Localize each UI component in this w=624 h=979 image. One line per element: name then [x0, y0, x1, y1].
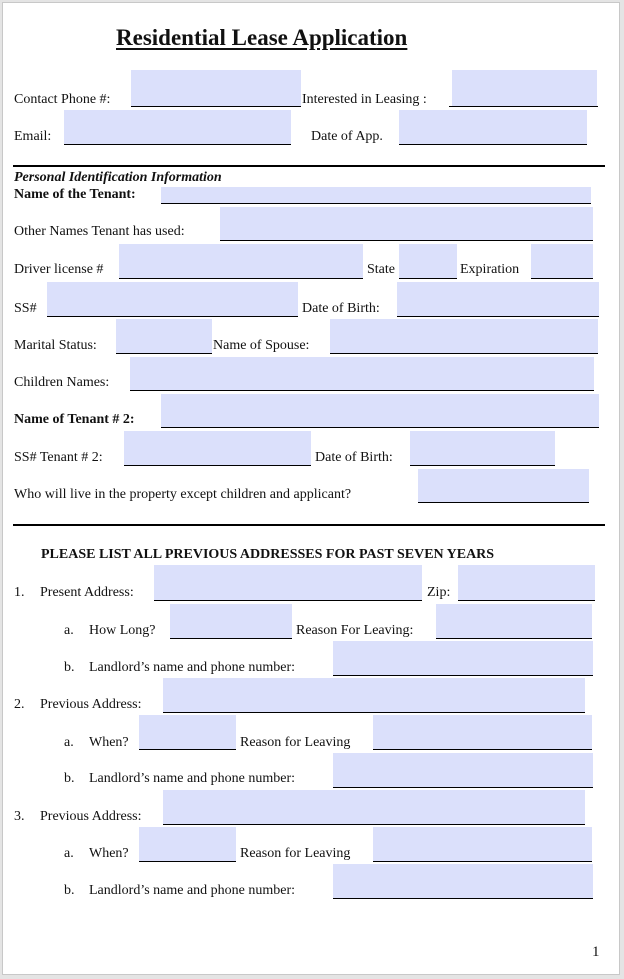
ssn2-label: SS# Tenant # 2: — [14, 450, 103, 465]
address-1-landlord-field[interactable] — [333, 641, 593, 676]
ssn2-field[interactable] — [124, 431, 311, 466]
spouse-name-label: Name of Spouse: — [213, 338, 310, 353]
dob2-field[interactable] — [410, 431, 555, 466]
contact-phone-field[interactable] — [131, 70, 301, 107]
address-3-field[interactable] — [163, 790, 585, 825]
occupants-field[interactable] — [418, 469, 589, 503]
address-3-when-label: When? — [89, 846, 129, 861]
address-1-reason-label: Reason For Leaving: — [296, 623, 414, 638]
personal-id-heading: Personal Identification Information — [14, 170, 222, 185]
interested-leasing-label: Interested in Leasing : — [302, 92, 427, 107]
address-2-a-marker: a. — [64, 735, 74, 750]
address-2-reason-field[interactable] — [373, 715, 592, 750]
addresses-heading: PLEASE LIST ALL PREVIOUS ADDRESSES FOR PAST SEVEN YEARS — [41, 547, 495, 562]
address-2-when-field[interactable] — [139, 715, 236, 750]
address-3-number: 3. — [14, 809, 25, 824]
address-1-zip-field[interactable] — [458, 565, 595, 601]
address-1-label: Present Address: — [40, 585, 134, 600]
address-3-label: Previous Address: — [40, 809, 142, 824]
address-1-b-marker: b. — [64, 660, 75, 675]
interested-leasing-field[interactable] — [452, 70, 597, 107]
address-2-number: 2. — [14, 697, 25, 712]
address-2-label: Previous Address: — [40, 697, 142, 712]
driver-license-label: Driver license # — [14, 262, 104, 277]
expiration-label: Expiration — [460, 262, 520, 277]
address-3-reason-label: Reason for Leaving — [240, 846, 351, 861]
other-names-label: Other Names Tenant has used: — [14, 224, 185, 239]
page-number: 1 — [592, 944, 600, 960]
children-names-field[interactable] — [130, 357, 594, 391]
address-3-landlord-field[interactable] — [333, 864, 593, 899]
dob-field[interactable] — [397, 282, 599, 317]
email-label: Email: — [14, 129, 52, 144]
address-2-reason-label: Reason for Leaving — [240, 735, 351, 750]
marital-status-label: Marital Status: — [14, 338, 97, 353]
other-names-field[interactable] — [220, 207, 593, 241]
section-divider-2 — [13, 524, 605, 526]
tenant-name-label: Name of the Tenant: — [14, 187, 136, 202]
address-1-how-long-label: How Long? — [89, 623, 156, 638]
interested-leasing-line — [449, 106, 598, 107]
address-1-a-marker: a. — [64, 623, 74, 638]
tenant2-name-label: Name of Tenant # 2: — [14, 412, 135, 427]
address-3-b-marker: b. — [64, 883, 75, 898]
address-1-how-long-field[interactable] — [170, 604, 292, 639]
date-of-app-label: Date of App. — [311, 129, 383, 144]
address-2-landlord-field[interactable] — [333, 753, 593, 788]
address-2-landlord-label: Landlord’s name and phone number: — [89, 771, 296, 786]
dob-label: Date of Birth: — [302, 301, 380, 316]
address-1-zip-label: Zip: — [427, 585, 451, 600]
address-3-landlord-label: Landlord’s name and phone number: — [89, 883, 296, 898]
document-title: Residential Lease Application — [116, 25, 408, 50]
address-1-reason-field[interactable] — [436, 604, 592, 639]
address-3-a-marker: a. — [64, 846, 74, 861]
address-1-number: 1. — [14, 585, 25, 600]
driver-license-field[interactable] — [119, 244, 363, 279]
address-3-when-field[interactable] — [139, 827, 236, 862]
ssn-field[interactable] — [47, 282, 298, 317]
occupants-label: Who will live in the property except children and applicant? — [14, 487, 352, 502]
address-3-reason-field[interactable] — [373, 827, 592, 862]
address-1-field[interactable] — [154, 565, 422, 601]
address-2-b-marker: b. — [64, 771, 75, 786]
address-2-when-label: When? — [89, 735, 129, 750]
document-page — [2, 2, 620, 975]
tenant-name-field[interactable] — [161, 187, 591, 204]
address-1-landlord-label: Landlord’s name and phone number: — [89, 660, 296, 675]
expiration-field[interactable] — [531, 244, 593, 279]
email-field[interactable] — [64, 110, 291, 145]
date-of-app-field[interactable] — [399, 110, 587, 145]
marital-status-field[interactable] — [116, 319, 212, 354]
spouse-name-field[interactable] — [330, 319, 598, 354]
dob2-label: Date of Birth: — [315, 450, 393, 465]
state-field[interactable] — [399, 244, 457, 279]
state-label: State — [367, 262, 395, 277]
address-2-field[interactable] — [163, 678, 585, 713]
section-divider — [13, 165, 605, 167]
children-names-label: Children Names: — [14, 375, 110, 390]
ssn-label: SS# — [14, 301, 37, 316]
tenant2-name-field[interactable] — [161, 394, 599, 428]
contact-phone-label: Contact Phone #: — [14, 92, 111, 107]
